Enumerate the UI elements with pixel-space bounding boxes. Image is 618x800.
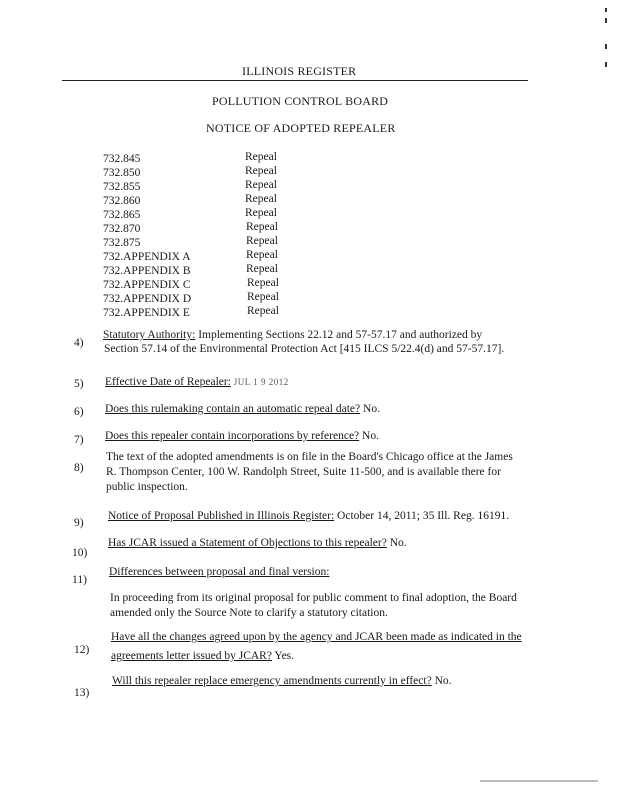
item-label: Notice of Proposal Published in Illinois Register: (108, 510, 335, 522)
item-label: Does this repealer contain incorporations by reference? (105, 430, 360, 442)
agreements-letter-question (111, 650, 294, 662)
item-text: Implementing Sections 22.12 and 57-57.17 and authorized by (195, 329, 483, 341)
section-action: Repeal (247, 291, 279, 303)
incorporations-question (105, 430, 379, 442)
item-number: 12) (74, 644, 90, 656)
item-text: The text of the adopted amendments is on file in the Board's Chicago office at the James (106, 451, 513, 463)
item-label: agreements letter issued by JCAR? (111, 650, 272, 662)
section-number: 732.865 (103, 209, 141, 221)
section-number: 732.860 (103, 195, 141, 207)
effective-date (105, 376, 289, 388)
margin-mark (605, 62, 607, 67)
section-number: 732.APPENDIX E (103, 307, 190, 319)
header-rule (62, 80, 528, 81)
notice-type: NOTICE OF ADOPTED REPEALER (206, 121, 396, 135)
register-title: ILLINOIS REGISTER (242, 64, 357, 78)
item-number: 5) (74, 378, 84, 390)
section-number: 732.APPENDIX B (103, 265, 191, 277)
item-number: 11) (72, 574, 87, 586)
effective-date-stamp: JUL 1 9 2012 (233, 377, 289, 387)
item-answer: No. (386, 537, 407, 549)
section-action: Repeal (245, 165, 277, 177)
item-label: Statutory Authority: (103, 329, 196, 341)
item-number: 6) (74, 406, 84, 418)
item-answer: No. (431, 675, 452, 687)
notice-of-proposal (108, 510, 509, 522)
item-answer: No. (359, 430, 379, 442)
section-action: Repeal (245, 151, 277, 163)
section-number: 732.850 (103, 167, 141, 179)
section-action: Repeal (246, 249, 278, 261)
margin-mark (605, 18, 607, 23)
section-action: Repeal (246, 221, 278, 233)
item-answer: Yes. (271, 650, 295, 662)
section-action: Repeal (247, 277, 279, 289)
differences-label: Differences between proposal and final version: (109, 566, 330, 578)
item-label: Effective Date of Repealer: (105, 376, 231, 388)
section-action: Repeal (245, 207, 277, 219)
section-number: 732.875 (103, 237, 141, 249)
automatic-repeal-question (105, 403, 380, 415)
item-text: public inspection. (106, 481, 188, 493)
item-number: 13) (74, 687, 90, 699)
footer-scan-mark (480, 780, 598, 782)
item-text: R. Thompson Center, 100 W. Randolph Street, Suite 11-500, and is available there for (106, 466, 501, 478)
item-number: 10) (72, 547, 88, 559)
jcar-objections-question (108, 537, 407, 549)
section-number: 732.APPENDIX D (103, 293, 192, 305)
item-text: Section 57.14 of the Environmental Protection Act [415 ILCS 5/22.4(d) and 57-57.17]. (104, 343, 505, 355)
agency-title: POLLUTION CONTROL BOARD (212, 94, 389, 108)
item-number: 8) (74, 462, 84, 474)
section-action: Repeal (247, 305, 279, 317)
item-answer: October 14, 2011; 35 Ill. Reg. 16191. (334, 510, 510, 522)
section-number: 732.APPENDIX C (103, 279, 191, 291)
statutory-authority (103, 329, 482, 341)
item-text: amended only the Source Note to clarify a statutory citation. (110, 607, 388, 619)
margin-mark (605, 8, 607, 12)
section-number: 732.870 (103, 223, 141, 235)
section-action: Repeal (246, 263, 278, 275)
section-action: Repeal (246, 235, 278, 247)
item-label: Have all the changes agreed upon by the agency and JCAR been made as indicated in the (111, 631, 522, 643)
section-action: Repeal (245, 193, 277, 205)
item-text: In proceeding from its original proposal for public comment to final adoption, the Board (110, 592, 517, 604)
item-label: Has JCAR issued a Statement of Objections to this repealer? (108, 537, 387, 549)
item-number: 9) (74, 517, 84, 529)
section-action: Repeal (245, 179, 277, 191)
emergency-amendments-question (112, 675, 452, 687)
item-label: Will this repealer replace emergency amendments currently in effect? (112, 675, 432, 687)
item-answer: No. (360, 403, 380, 415)
section-number: 732.845 (103, 153, 141, 165)
item-number: 4) (74, 337, 84, 349)
section-number: 732.APPENDIX A (103, 251, 191, 263)
margin-mark (605, 44, 607, 49)
section-number: 732.855 (103, 181, 141, 193)
item-number: 7) (74, 434, 84, 446)
item-label: Does this rulemaking contain an automatic repeal date? (105, 403, 361, 415)
